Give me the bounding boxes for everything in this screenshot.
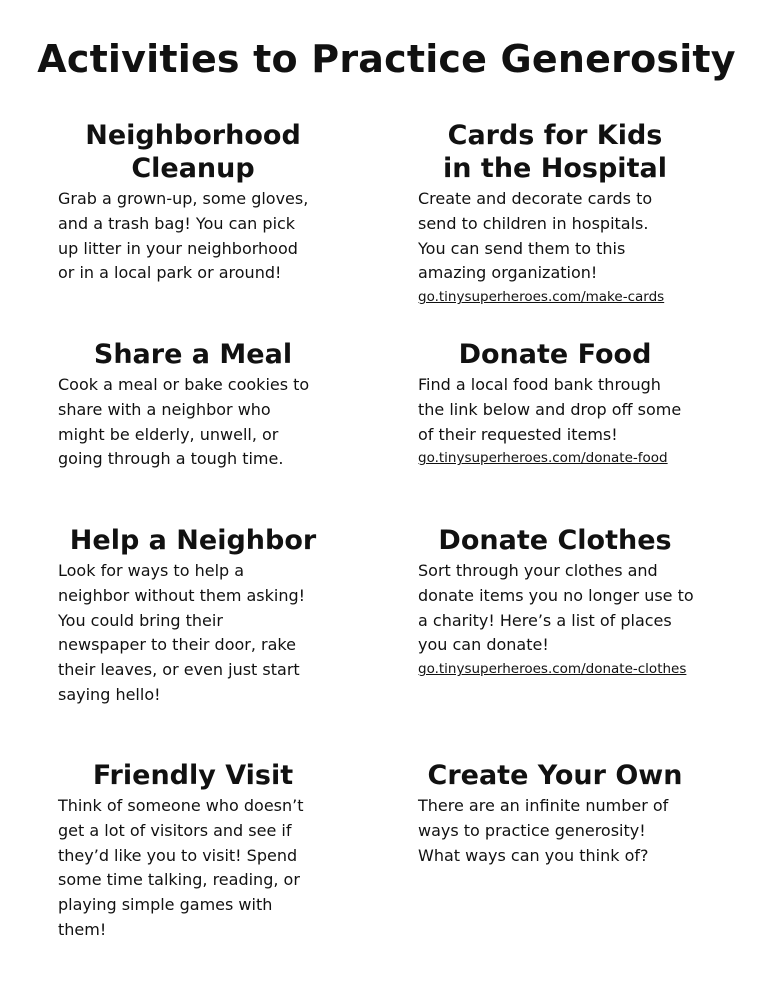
heading-line: Donate Clothes [438,525,672,556]
donate-clothes-link[interactable]: go.tinysuperheroes.com/donate-clothes [418,661,687,678]
activity-heading [392,524,718,557]
description-line: You can send them to this [418,238,626,258]
description-line: saying hello! [58,684,161,704]
description-line: get a lot of visitors and see if [58,820,292,840]
activity-heading [48,338,338,371]
description-line: them! [58,919,107,939]
activity-help-a-neighbor [58,524,358,708]
make-cards-link[interactable]: go.tinysuperheroes.com/make-cards [418,289,665,306]
description-line: Look for ways to help a [58,561,245,580]
page-title: Activities to Practice Generosity [37,37,736,81]
description-line: newspaper to their door, rake [58,635,296,655]
heading-line: Neighborhood [85,120,301,151]
description-line: of their requested items! [418,424,618,444]
heading-line: Share a Meal [93,339,293,370]
heading-line: Donate Food [458,339,652,370]
heading-line: Help a Neighbor [69,525,317,556]
activity-description [58,794,358,943]
activity-heading [392,119,718,185]
activity-create-your-own [418,759,738,868]
donate-food-link[interactable]: go.tinysuperheroes.com/donate-food [418,450,668,467]
description-line: playing simple games with [58,895,273,915]
activity-description [418,794,738,868]
description-line: ways to practice generosity! [418,820,646,840]
description-line: some time talking, reading, or [58,870,300,890]
activity-description [418,559,738,658]
description-line: going through a tough time. [58,449,284,469]
activity-heading [48,524,338,557]
description-line: and a trash bag! You can pick [58,213,296,233]
activity-donate-food [418,338,738,469]
description-line: Think of someone who doesn’t [58,796,304,815]
description-line: or in a local park or around! [58,263,282,283]
description-line: share with a neighbor who [58,399,271,419]
activity-description [58,559,358,708]
description-line: might be elderly, unwell, or [58,424,279,444]
description-line: Sort through your clothes and [418,561,658,580]
description-line: There are an infinite number of [418,796,669,815]
activity-description [418,187,738,286]
heading-line: Create Your Own [427,760,683,791]
description-line: neighbor without them asking! [58,585,306,605]
description-line: You could bring their [58,610,223,630]
description-line: they’d like you to visit! Spend [58,845,298,865]
activity-heading [392,759,718,792]
heading-line: in the Hospital [443,153,667,184]
activity-neighborhood-cleanup [58,119,358,286]
activity-description [58,373,358,472]
description-line: donate items you no longer use to [418,585,694,605]
description-line: send to children in hospitals. [418,213,649,233]
description-line: What ways can you think of? [418,845,649,865]
activity-heading [48,119,338,185]
description-line: Cook a meal or bake cookies to [58,375,310,394]
description-line: a charity! Here’s a list of places [418,610,672,630]
description-line: Grab a grown-up, some gloves, [58,189,309,208]
activity-heading [392,338,718,371]
description-line: their leaves, or even just start [58,660,300,680]
heading-line: Cleanup [131,153,255,184]
description-line: you can donate! [418,635,549,655]
description-line: the link below and drop off some [418,399,682,419]
description-line: amazing organization! [418,263,598,283]
description-line: up litter in your neighborhood [58,238,298,258]
activity-share-a-meal [58,338,358,472]
activity-donate-clothes [418,524,738,680]
activity-description [418,373,738,447]
description-line: Create and decorate cards to [418,189,653,208]
heading-line: Friendly Visit [92,760,294,791]
activity-heading [48,759,338,792]
activity-cards-for-kids [418,119,738,308]
activity-friendly-visit [58,759,358,943]
heading-line: Cards for Kids [447,120,663,151]
description-line: Find a local food bank through [418,375,661,394]
activity-description [58,187,358,286]
